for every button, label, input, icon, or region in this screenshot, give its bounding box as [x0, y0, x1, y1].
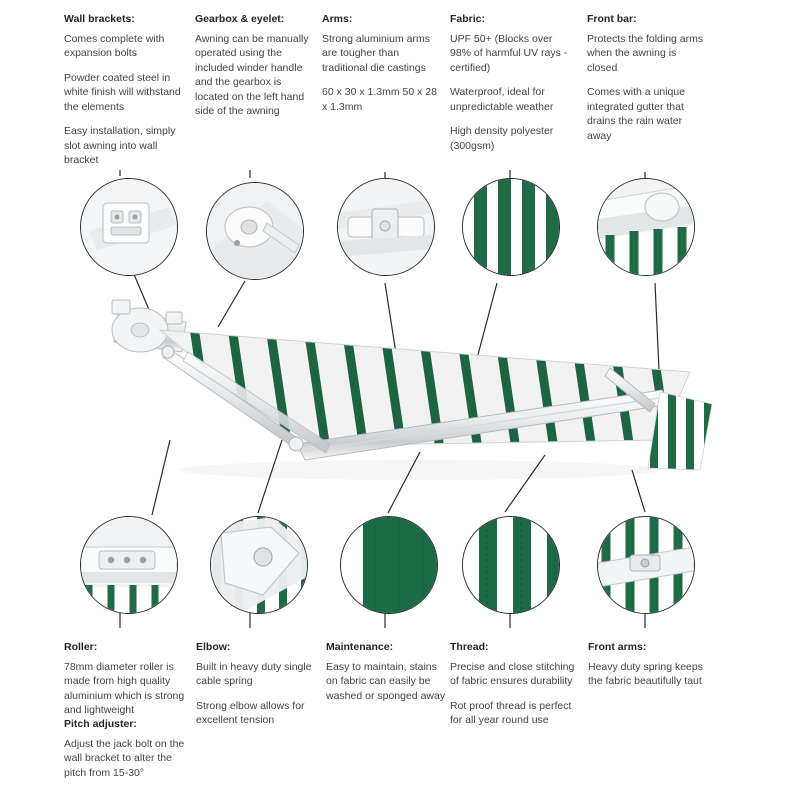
callout-roller: [80, 516, 178, 614]
note-paragraph: UPF 50+ (Blocks over 98% of harmful UV rays - certified): [450, 32, 568, 74]
callout-front-bar: [597, 178, 695, 276]
callout-fabric: [462, 178, 560, 276]
callout-front-arms: [597, 516, 695, 614]
note-paragraph: Built in heavy duty single cable spring: [196, 660, 312, 687]
note-paragraph: 78mm diameter roller is made from high quality aluminium which is strong and lightweight: [64, 660, 185, 716]
note-title: Pitch adjuster:: [64, 718, 137, 730]
note-paragraph: Strong elbow allows for excellent tension: [196, 699, 305, 726]
note-paragraph: Heavy duty spring keeps the fabric beautifully taut: [588, 660, 703, 687]
note-title: Thread:: [450, 641, 489, 653]
note-paragraph: Strong aluminium arms are tougher than traditional die castings: [322, 32, 430, 74]
callout-arms: [337, 178, 435, 276]
note-paragraph: Awning can be manually operated using the included winder handle and the gearbox is located on the left hand side of the awning: [195, 32, 309, 117]
callout-thread: [462, 516, 560, 614]
note-title: Gearbox & eyelet:: [195, 13, 285, 25]
callout-maintenance: [340, 516, 438, 614]
note-title: Arms:: [322, 13, 353, 25]
note-title: Roller:: [64, 641, 98, 653]
note-paragraph: Precise and close stitching of fabric ensures durability: [450, 660, 575, 687]
note-title: Maintenance:: [326, 641, 394, 653]
note-paragraph: Easy to maintain, stains on fabric can easily be washed or sponged away: [326, 660, 446, 702]
note-paragraph: Adjust the jack bolt on the wall bracket to alter the pitch from 15-30°: [64, 737, 185, 779]
note-paragraph: Easy installation, simply slot awning into wall bracket: [64, 125, 176, 166]
note-paragraph: Powder coated steel in white finish will withstand the elements: [64, 71, 181, 113]
note-title: Wall brackets:: [64, 13, 135, 25]
callout-wall-bracket: [80, 178, 178, 276]
note-title: Front bar:: [587, 13, 637, 25]
note-paragraph: High density polyester (300gsm): [450, 125, 554, 152]
note-title: Fabric:: [450, 13, 486, 25]
note-title: Front arms:: [588, 641, 647, 653]
note-paragraph: Comes with a unique integrated gutter that drains the rain water away: [587, 86, 686, 142]
note-paragraph: Protects the folding arms when the awning is closed: [587, 32, 704, 74]
note-paragraph: Rot proof thread is perfect for all year round use: [450, 699, 572, 726]
note-paragraph: 60 x 30 x 1.3mm 50 x 28 x 1.3mm: [322, 86, 437, 113]
note-title: Elbow:: [196, 641, 231, 653]
callout-gearbox-eyelet: [206, 182, 304, 280]
note-paragraph: Comes complete with expansion bolts: [64, 32, 165, 59]
callout-elbow: [210, 516, 308, 614]
note-paragraph: Waterproof, ideal for unpredictable weather: [450, 86, 554, 113]
